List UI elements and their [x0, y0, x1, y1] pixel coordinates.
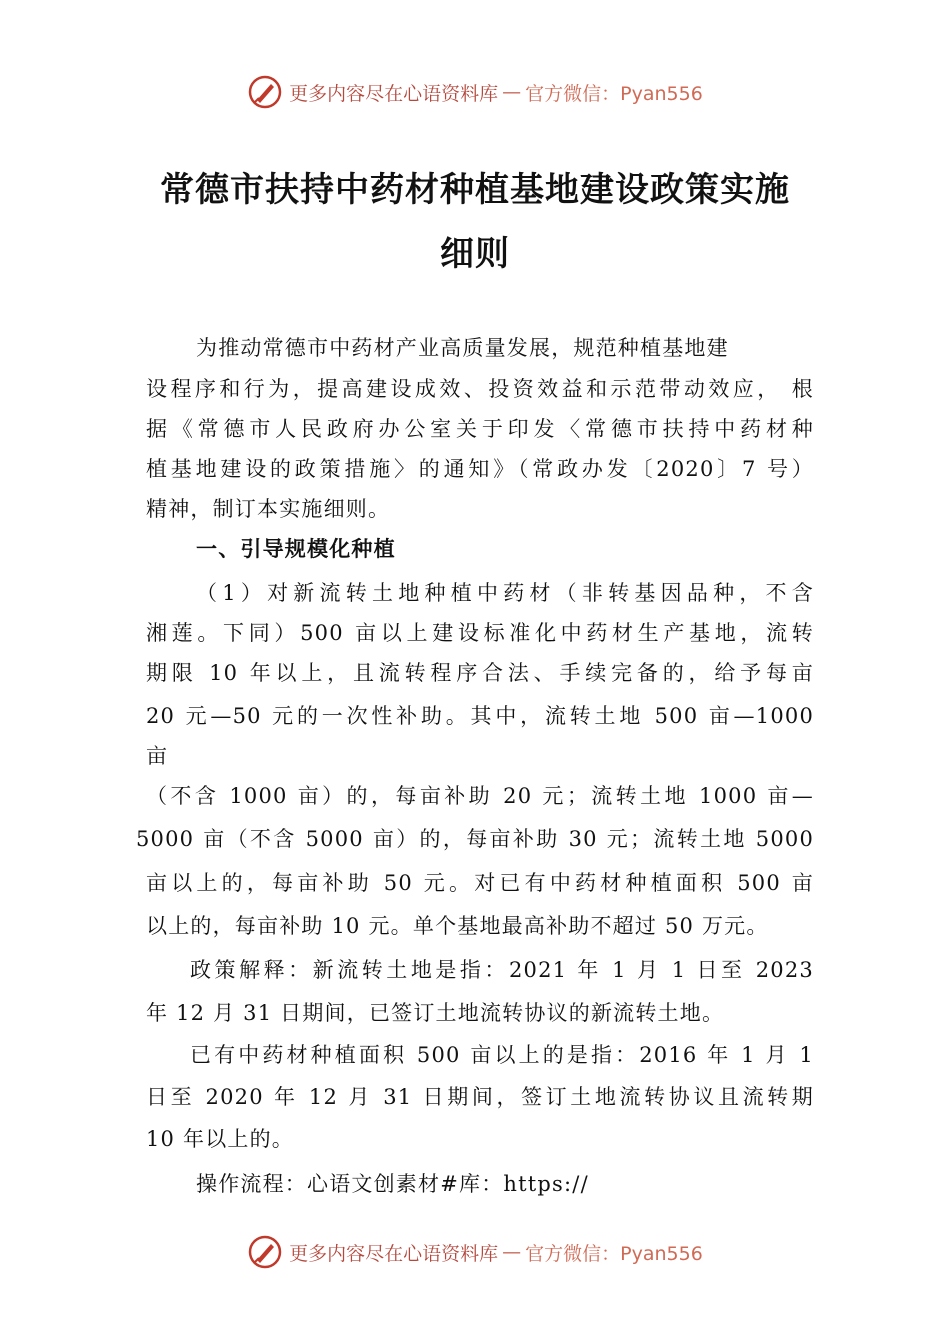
- body-line: 亩以上的，每亩补助 50 元。对已有中药材种植面积 500 亩: [146, 871, 814, 895]
- body-line: （1）对新流转土地种植中药材（非转基因品种，不含: [196, 581, 814, 605]
- body-line: 精神，制订本实施细则。: [146, 497, 391, 521]
- pen-nib-logo-icon: [247, 74, 283, 110]
- body-line: 期限 10 年以上，且流转程序合法、手续完备的，给予每亩: [146, 661, 814, 685]
- banner-title: 更多内容尽在心语资料库: [289, 1242, 499, 1265]
- body-line: 年 12 月 31 日期间，已签订土地流转协议的新流转土地。: [146, 1001, 725, 1025]
- body-line: 设程序和行为，提高建设成效、投资效益和示范带动效应， 根: [146, 377, 814, 401]
- body-line: 植基地建设的政策措施〉的通知》（常政办发〔2020〕7 号）: [146, 457, 814, 481]
- body-line: 以上的，每亩补助 10 元。单个基地最高补助不超过 50 万元。: [146, 914, 769, 938]
- pen-nib-logo-icon: [247, 1234, 283, 1270]
- body-line: 湘莲。下同）500 亩以上建设标准化中药材生产基地，流转: [146, 621, 814, 645]
- banner-contact: 官方微信：Pyan556: [525, 82, 703, 105]
- body-line: （不含 1000 亩）的，每亩补助 20 元；流转土地 1000 亩—: [146, 784, 814, 808]
- banner-separator: —: [502, 1241, 522, 1263]
- body-line: 20 元—50 元的一次性补助。其中，流转土地 500 亩—1000: [146, 704, 814, 728]
- header-banner: [0, 72, 950, 112]
- page-title-line-1: 常德市扶持中药材种植基地建设政策实施: [160, 170, 790, 210]
- body-line: 日至 2020 年 12 月 31 日期间，签订土地流转协议且流转期: [146, 1085, 814, 1109]
- banner-title: 更多内容尽在心语资料库: [289, 82, 499, 105]
- body-line: 已有中药材种植面积 500 亩以上的是指：2016 年 1 月 1: [190, 1043, 814, 1067]
- banner-contact: 官方微信：Pyan556: [525, 1242, 703, 1265]
- body-line: 为推动常德市中药材产业高质量发展，规范种植基地建: [196, 336, 729, 360]
- footer-banner: [0, 1232, 950, 1272]
- banner-separator: —: [502, 81, 522, 103]
- body-line: 5000 亩（不含 5000 亩）的，每亩补助 30 元；流转土地 5000: [136, 827, 814, 851]
- page-title-line-2: 细则: [440, 234, 510, 274]
- body-line: 操作流程：心语文创素材#库：https://: [196, 1172, 589, 1196]
- body-line: 据《常德市人民政府办公室关于印发〈常德市扶持中药材种: [146, 417, 814, 441]
- body-line: 10 年以上的。: [146, 1127, 294, 1151]
- body-line: 亩: [146, 744, 169, 768]
- section-heading: 一、引导规模化种植: [196, 537, 396, 561]
- body-line: 政策解释：新流转土地是指：2021 年 1 月 1 日至 2023: [190, 958, 814, 982]
